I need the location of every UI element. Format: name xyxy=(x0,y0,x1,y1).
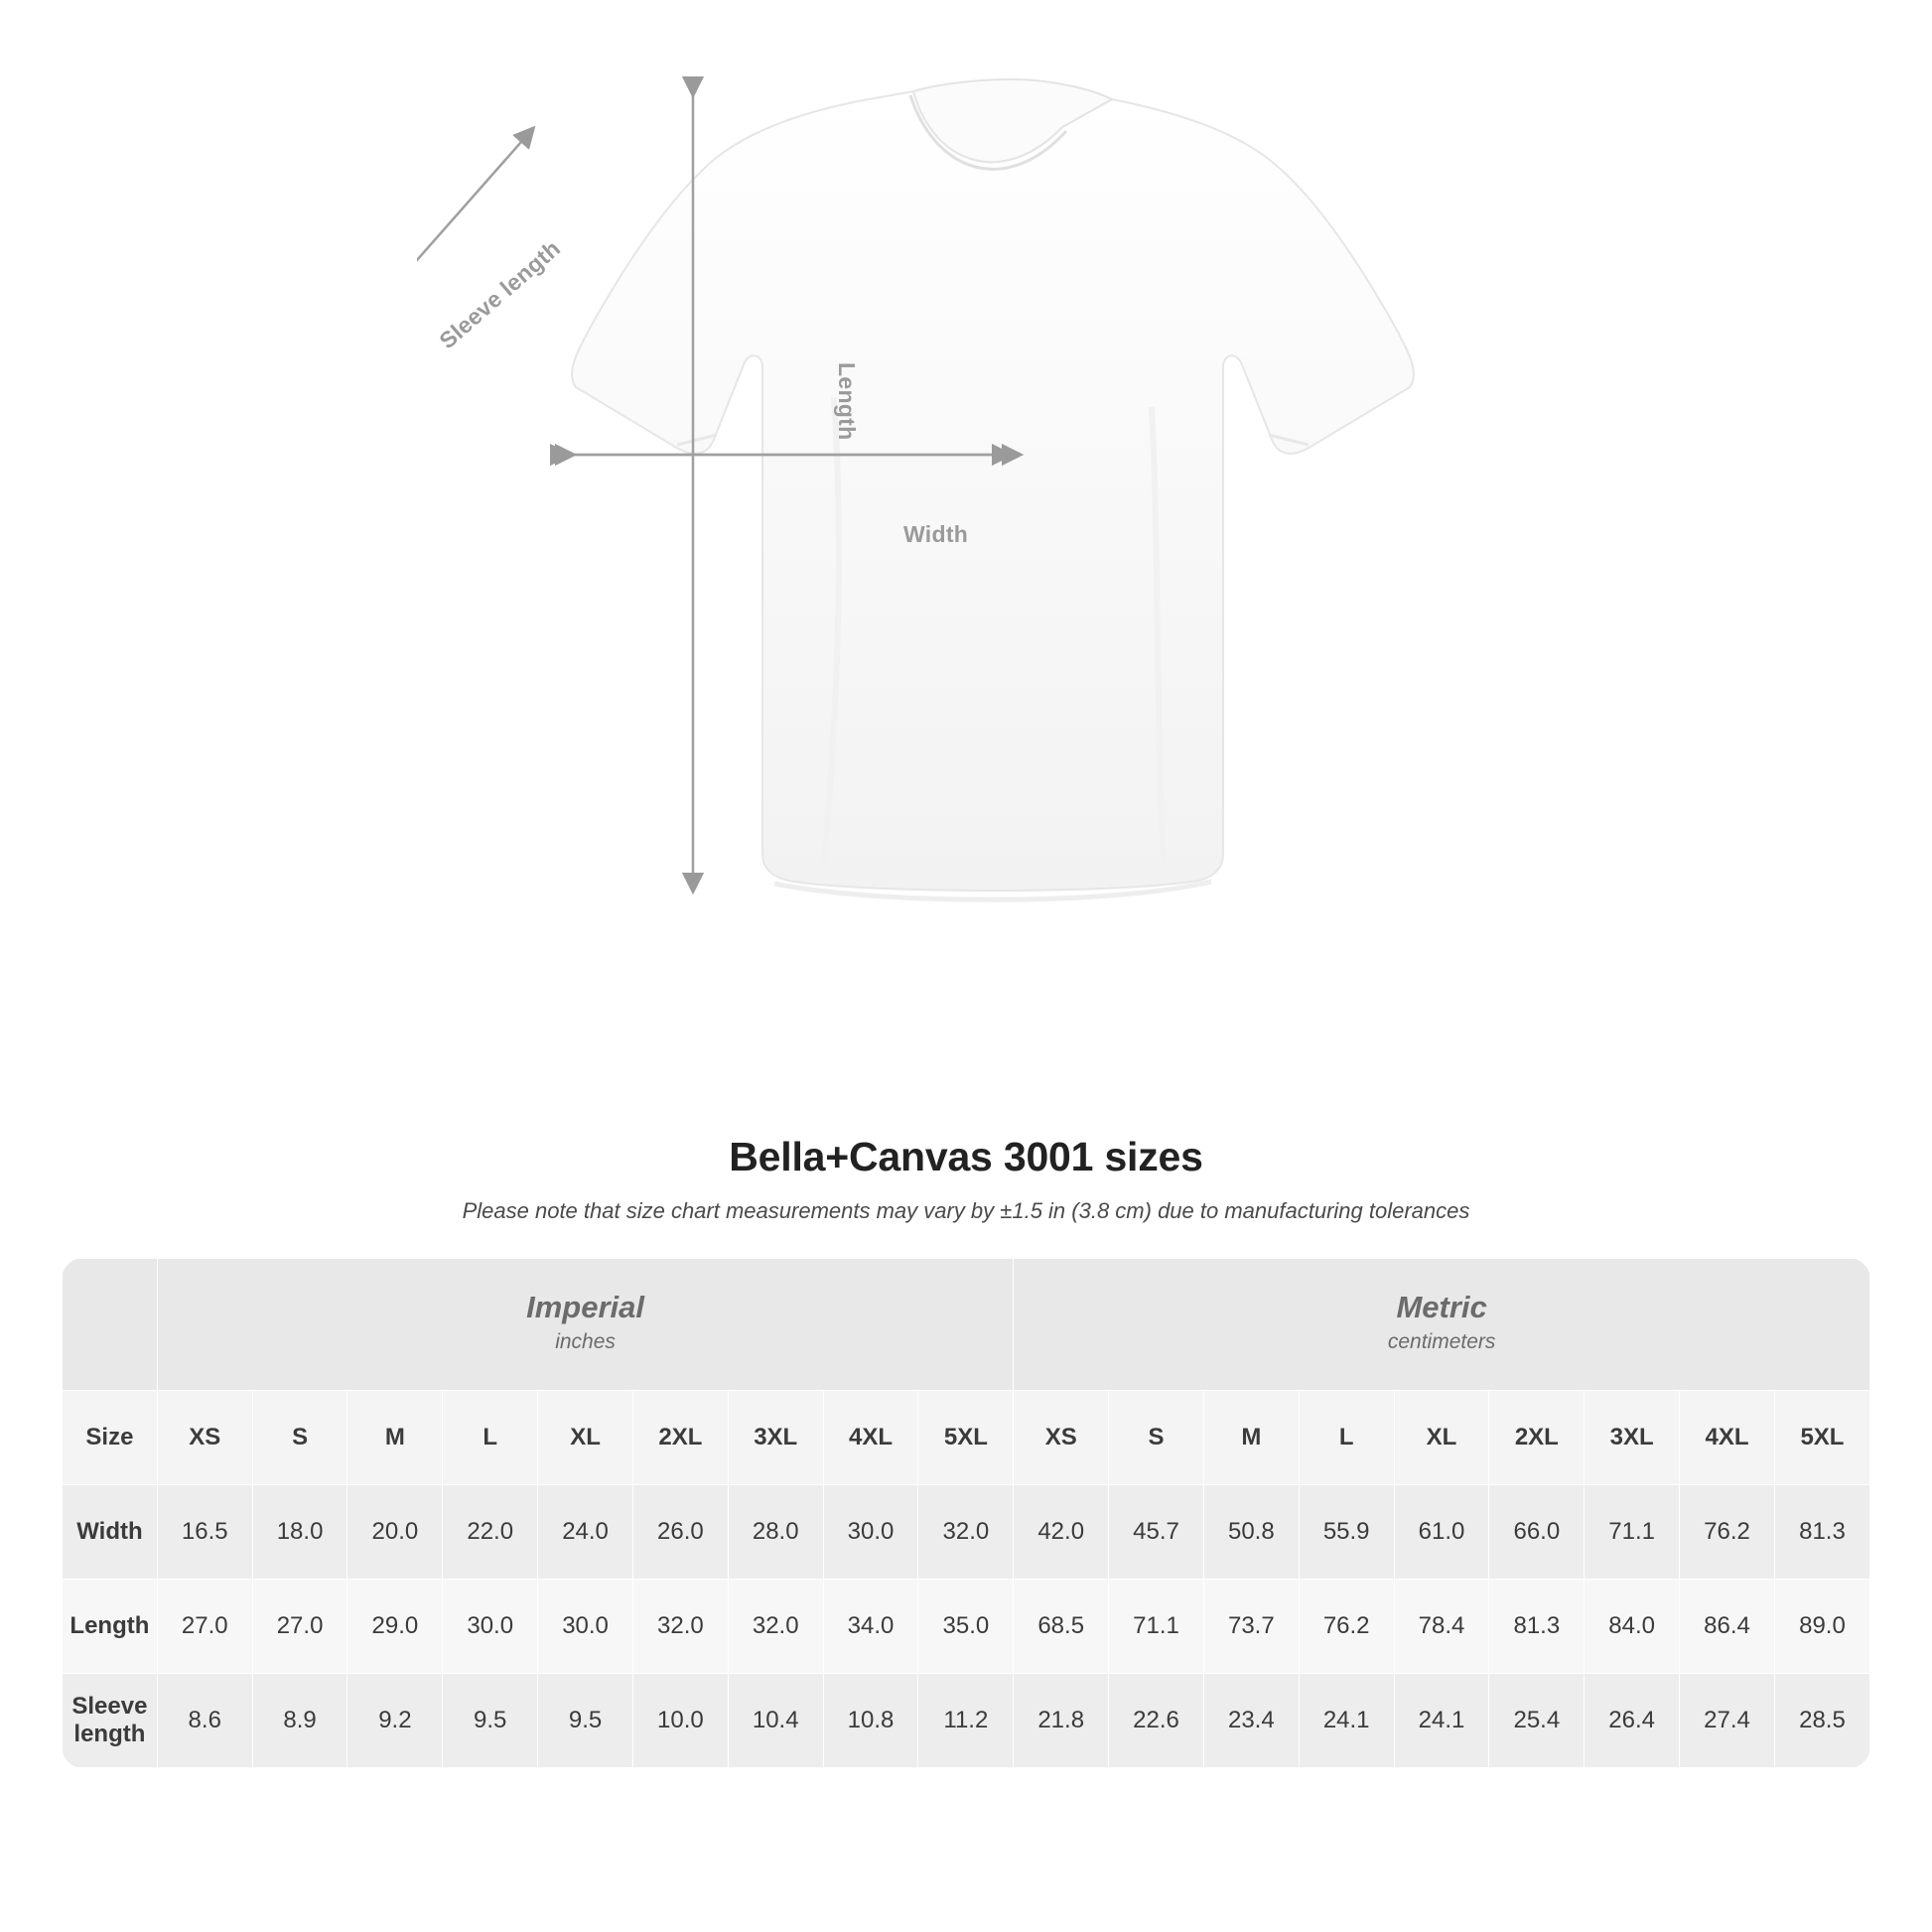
measurement-cell: 89.0 xyxy=(1774,1580,1869,1674)
measurement-cell: 29.0 xyxy=(347,1580,443,1674)
tshirt-svg xyxy=(417,69,1519,1062)
measurement-cell: 8.6 xyxy=(157,1674,252,1768)
unit-subtitle: centimeters xyxy=(1387,1330,1496,1354)
size-column-header: 4XL xyxy=(1680,1391,1775,1485)
measurement-cell: 18.0 xyxy=(252,1485,347,1580)
measurement-cell: 9.2 xyxy=(347,1674,443,1768)
measurement-cell: 81.3 xyxy=(1489,1580,1585,1674)
measurement-cell: 34.0 xyxy=(823,1580,918,1674)
measurement-cell: 21.8 xyxy=(1014,1674,1109,1768)
measurement-cell: 30.0 xyxy=(538,1580,633,1674)
unit-name: Imperial xyxy=(526,1290,644,1325)
measurement-cell: 9.5 xyxy=(443,1674,538,1768)
size-column-header: 5XL xyxy=(1774,1391,1869,1485)
size-column-header: 3XL xyxy=(728,1391,823,1485)
unit-header-row xyxy=(63,1259,1870,1391)
table-row xyxy=(63,1485,1870,1580)
measurement-cell: 22.6 xyxy=(1109,1674,1204,1768)
size-table xyxy=(62,1258,1870,1768)
size-column-header: 2XL xyxy=(632,1391,728,1485)
size-column-header: 3XL xyxy=(1585,1391,1680,1485)
size-column-header: XL xyxy=(538,1391,633,1485)
measurement-cell: 78.4 xyxy=(1394,1580,1489,1674)
measurement-cell: 66.0 xyxy=(1489,1485,1585,1580)
measurement-cell: 11.2 xyxy=(918,1674,1014,1768)
size-column-header: XS xyxy=(1014,1391,1109,1485)
size-column-header: 4XL xyxy=(823,1391,918,1485)
size-column-header: S xyxy=(1109,1391,1204,1485)
measurement-cell: 73.7 xyxy=(1203,1580,1299,1674)
size-column-header: S xyxy=(252,1391,347,1485)
size-column-header: M xyxy=(347,1391,443,1485)
page-title: Bella+Canvas 3001 sizes xyxy=(729,1134,1203,1179)
measurement-cell: 84.0 xyxy=(1585,1580,1680,1674)
measurement-cell: 10.4 xyxy=(728,1674,823,1768)
table-corner-cell xyxy=(63,1259,158,1391)
sleeve-length-label: Sleeve length xyxy=(434,234,566,354)
unit-header-metric xyxy=(1014,1259,1870,1391)
size-column-header: 2XL xyxy=(1489,1391,1585,1485)
measurement-cell: 28.0 xyxy=(728,1485,823,1580)
size-column-header: XS xyxy=(157,1391,252,1485)
measurement-cell: 27.0 xyxy=(252,1580,347,1674)
measurement-cell: 30.0 xyxy=(823,1485,918,1580)
table-row xyxy=(63,1674,1870,1768)
measurement-cell: 32.0 xyxy=(728,1580,823,1674)
measurement-cell: 26.0 xyxy=(632,1485,728,1580)
unit-header-imperial xyxy=(157,1259,1013,1391)
measurement-cell: 8.9 xyxy=(252,1674,347,1768)
size-header-label: Size xyxy=(63,1391,158,1485)
measurement-cell: 26.4 xyxy=(1585,1674,1680,1768)
size-column-header: XL xyxy=(1394,1391,1489,1485)
size-column-header: L xyxy=(1299,1391,1394,1485)
measurement-cell: 86.4 xyxy=(1680,1580,1775,1674)
title-block xyxy=(0,1134,1932,1224)
measurement-cell: 61.0 xyxy=(1394,1485,1489,1580)
size-table-wrapper xyxy=(62,1258,1870,1768)
measurement-cell: 25.4 xyxy=(1489,1674,1585,1768)
measurement-cell: 30.0 xyxy=(443,1580,538,1674)
measurement-cell: 20.0 xyxy=(347,1485,443,1580)
measurement-cell: 76.2 xyxy=(1299,1580,1394,1674)
measurement-cell: 45.7 xyxy=(1109,1485,1204,1580)
size-column-header: 5XL xyxy=(918,1391,1014,1485)
measurement-cell: 24.1 xyxy=(1299,1674,1394,1768)
measurement-cell: 42.0 xyxy=(1014,1485,1109,1580)
measurement-cell: 32.0 xyxy=(632,1580,728,1674)
measurement-cell: 71.1 xyxy=(1585,1485,1680,1580)
table-row xyxy=(63,1580,1870,1674)
size-column-header: M xyxy=(1203,1391,1299,1485)
measurement-cell: 24.0 xyxy=(538,1485,633,1580)
measurement-cell: 27.0 xyxy=(157,1580,252,1674)
measurement-cell: 27.4 xyxy=(1680,1674,1775,1768)
row-label: Sleeve length xyxy=(63,1674,158,1768)
measurement-cell: 81.3 xyxy=(1774,1485,1869,1580)
measurement-cell: 23.4 xyxy=(1203,1674,1299,1768)
measurement-cell: 28.5 xyxy=(1774,1674,1869,1768)
tolerance-note: Please note that size chart measurements may vary by ±1.5 in (3.8 cm) due to manufacturing tolerances xyxy=(462,1198,1470,1223)
measurement-cell: 55.9 xyxy=(1299,1485,1394,1580)
unit-name: Metric xyxy=(1396,1290,1487,1325)
measurement-cell: 32.0 xyxy=(918,1485,1014,1580)
measurement-cell: 10.0 xyxy=(632,1674,728,1768)
measurement-cell: 35.0 xyxy=(918,1580,1014,1674)
measurement-cell: 22.0 xyxy=(443,1485,538,1580)
measurement-cell: 50.8 xyxy=(1203,1485,1299,1580)
measurement-cell: 76.2 xyxy=(1680,1485,1775,1580)
size-column-header: L xyxy=(443,1391,538,1485)
unit-subtitle: inches xyxy=(555,1330,616,1354)
measurement-cell: 71.1 xyxy=(1109,1580,1204,1674)
measurement-cell: 68.5 xyxy=(1014,1580,1109,1674)
measurement-cell: 24.1 xyxy=(1394,1674,1489,1768)
width-label: Width xyxy=(903,521,969,547)
tshirt-graphic xyxy=(417,69,1519,1062)
measurement-cell: 10.8 xyxy=(823,1674,918,1768)
row-label: Length xyxy=(63,1580,158,1674)
length-label: Length xyxy=(834,362,860,441)
size-header-row xyxy=(63,1391,1870,1485)
measurement-cell: 16.5 xyxy=(157,1485,252,1580)
row-label: Width xyxy=(63,1485,158,1580)
measurement-cell: 9.5 xyxy=(538,1674,633,1768)
